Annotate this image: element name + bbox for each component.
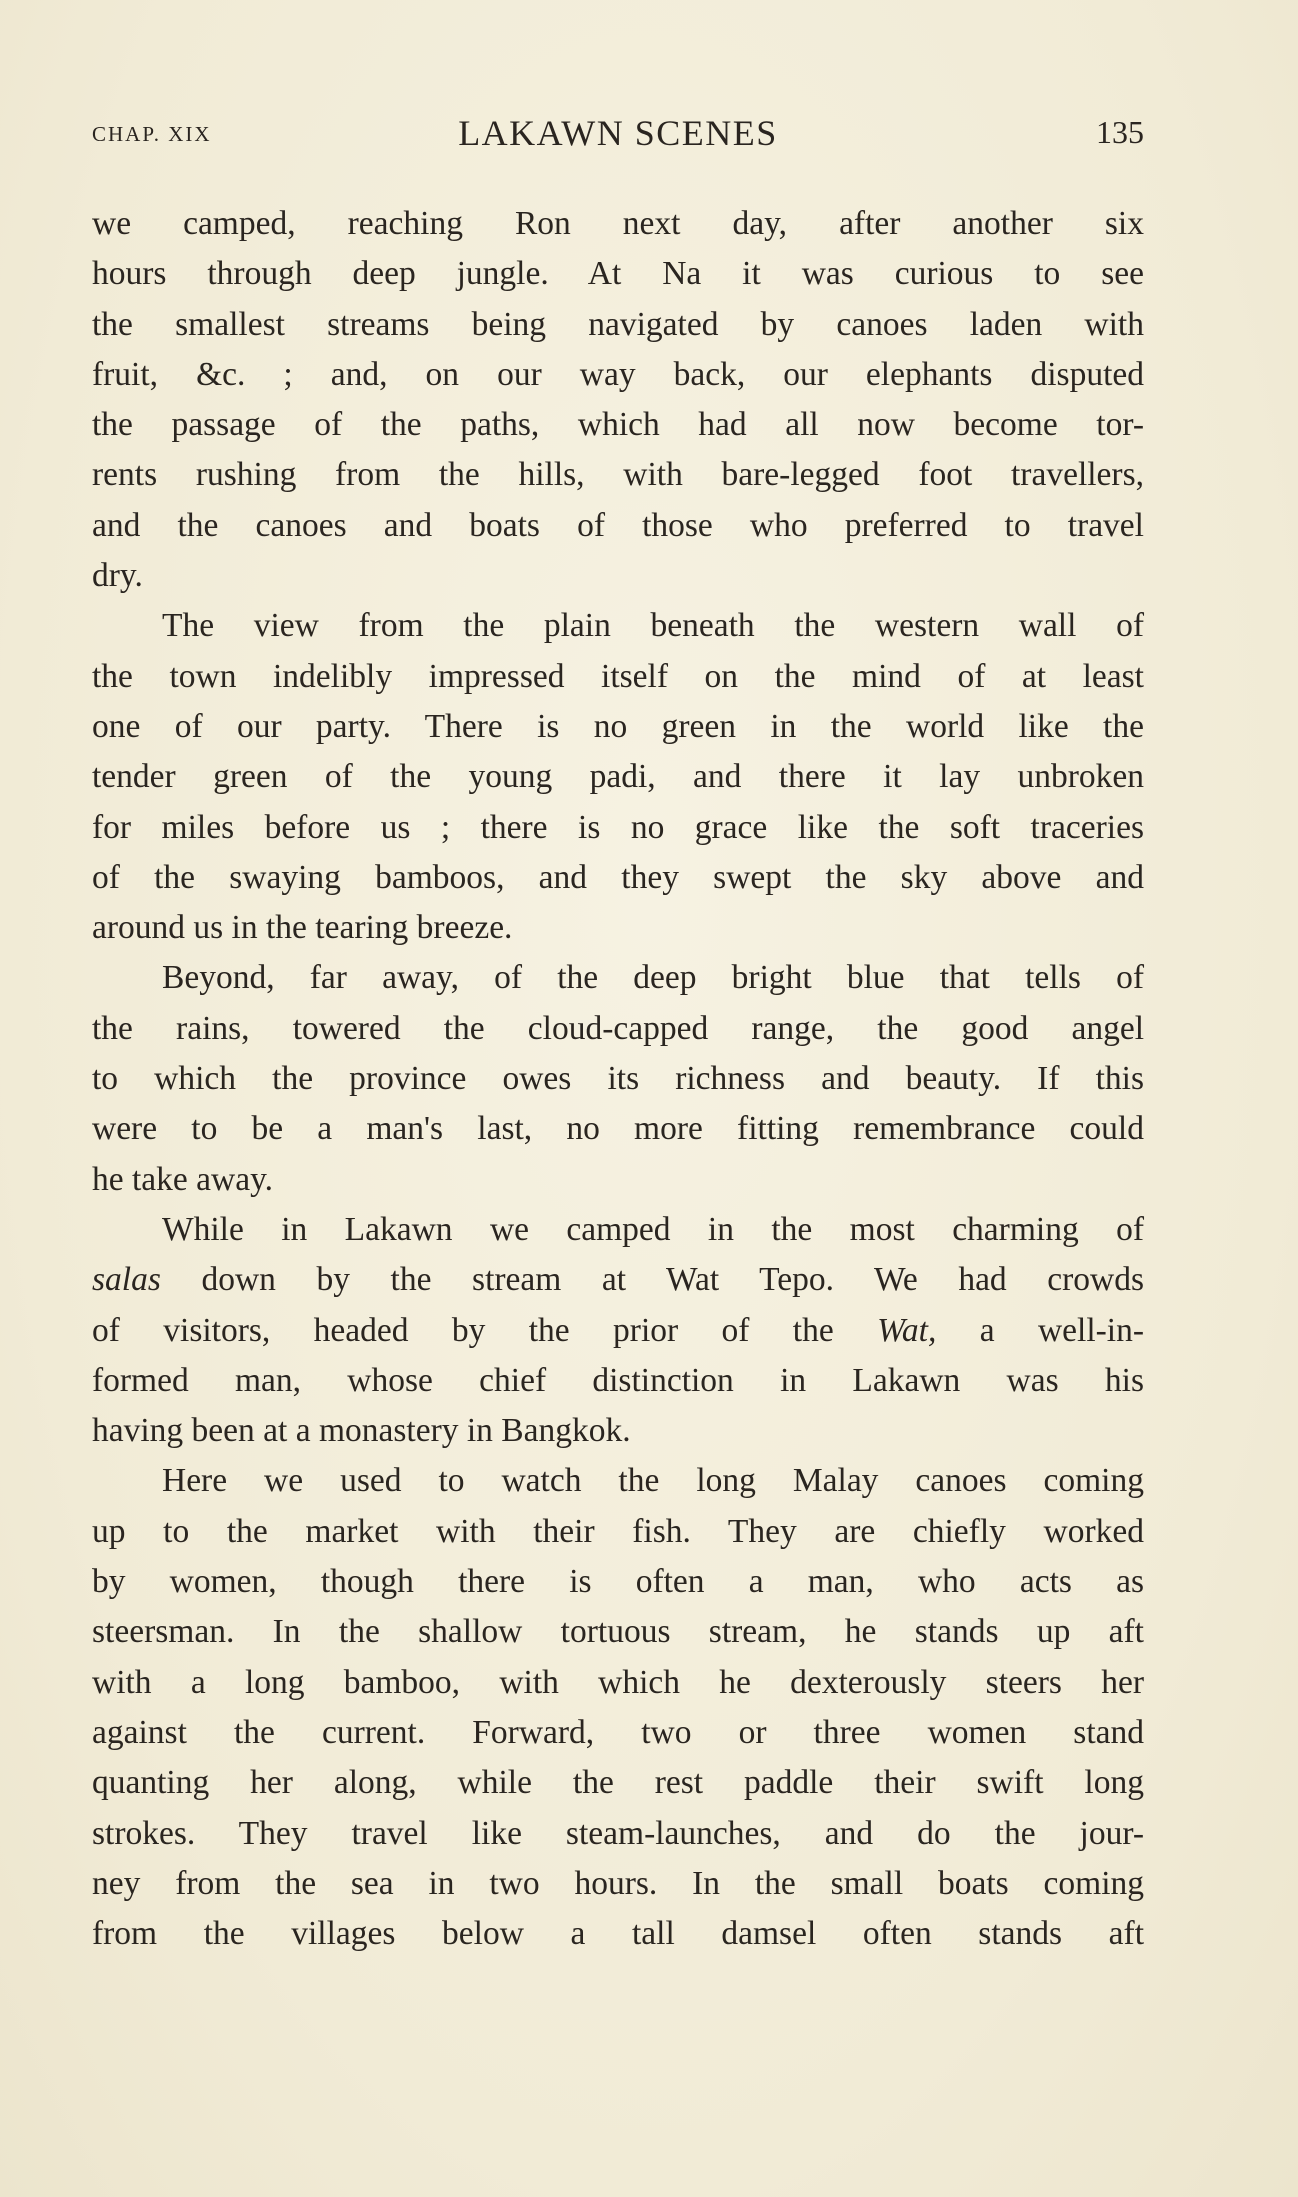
text-line: by women, though there is often a man, who acts as [92, 1563, 1144, 1601]
text-line: quanting her along, while the rest paddle their swift long [92, 1764, 1144, 1802]
text-line [92, 1255, 1144, 1305]
text-line: While in Lakawn we camped in the most charming of [162, 1210, 1144, 1248]
text-line: with a long bamboo, with which he dexterously steers her [92, 1663, 1144, 1701]
text-line: the passage of the paths, which had all now become tor- [92, 406, 1144, 444]
running-title: LAKAWN SCENES [458, 113, 778, 153]
page-number: 135 [1096, 114, 1144, 150]
text-line: against the current. Forward, two or three women stand [92, 1713, 1144, 1751]
text-line [92, 1306, 1144, 1356]
text-line: of the swaying bamboos, and they swept the sky above and [92, 858, 1144, 896]
text-line: Here we used to watch the long Malay canoes coming [162, 1462, 1144, 1500]
text-fragment: down by the stream at Wat Tepo. We had crowds [201, 1261, 1145, 1299]
text-line: the smallest streams being navigated by canoes laden with [92, 305, 1144, 343]
italic-term-wat: Wat, [877, 1311, 937, 1349]
text-line: to which the province owes its richness and beauty. If this [92, 1060, 1144, 1098]
text-line: having been at a monastery in Bangkok. [92, 1412, 631, 1450]
text-line: hours through deep jungle. At Na it was curious to see [92, 255, 1144, 293]
text-line: the rains, towered the cloud-capped range, the good angel [92, 1009, 1144, 1047]
text-line: dry. [92, 557, 143, 595]
text-line: one of our party. There is no green in the world like the [92, 707, 1144, 745]
text-line: were to be a man's last, no more fitting remembrance could [92, 1110, 1144, 1148]
text-line: fruit, &c. ; and, on our way back, our elephants disputed [92, 355, 1144, 393]
text-line: rents rushing from the hills, with bare-legged foot travellers, [92, 456, 1144, 494]
text-line: around us in the tearing breeze. [92, 909, 513, 947]
text-line: up to the market with their fish. They are chiefly worked [92, 1512, 1144, 1550]
chapter-label: CHAP. XIX [92, 122, 212, 146]
text-line: steersman. In the shallow tortuous stream, he stands up aft [92, 1613, 1144, 1651]
text-line: Beyond, far away, of the deep bright blue that tells of [162, 959, 1144, 997]
body-text [92, 199, 1144, 1959]
text-fragment: a well-in- [979, 1311, 1145, 1349]
text-line: the town indelibly impressed itself on the mind of at least [92, 657, 1144, 695]
text-line: we camped, reaching Ron next day, after another six [92, 205, 1144, 242]
italic-term-salas: salas [92, 1261, 161, 1299]
text-line: for miles before us ; there is no grace like the soft traceries [92, 808, 1144, 846]
text-line: The view from the plain beneath the western wall of [162, 607, 1144, 645]
text-line: he take away. [92, 1160, 274, 1198]
text-line: from the villages below a tall damsel often stands aft [92, 1915, 1144, 1953]
text-fragment: of visitors, headed by the prior of the [92, 1311, 834, 1349]
text-line: and the canoes and boats of those who preferred to travel [92, 506, 1144, 544]
text-line: ney from the sea in two hours. In the small boats coming [92, 1864, 1144, 1902]
text-line: tender green of the young padi, and there it lay unbroken [92, 758, 1144, 796]
running-head [92, 112, 1144, 152]
text-line: strokes. They travel like steam-launches, and do the jour- [92, 1814, 1144, 1852]
text-line: formed man, whose chief distinction in Lakawn was his [92, 1361, 1144, 1399]
